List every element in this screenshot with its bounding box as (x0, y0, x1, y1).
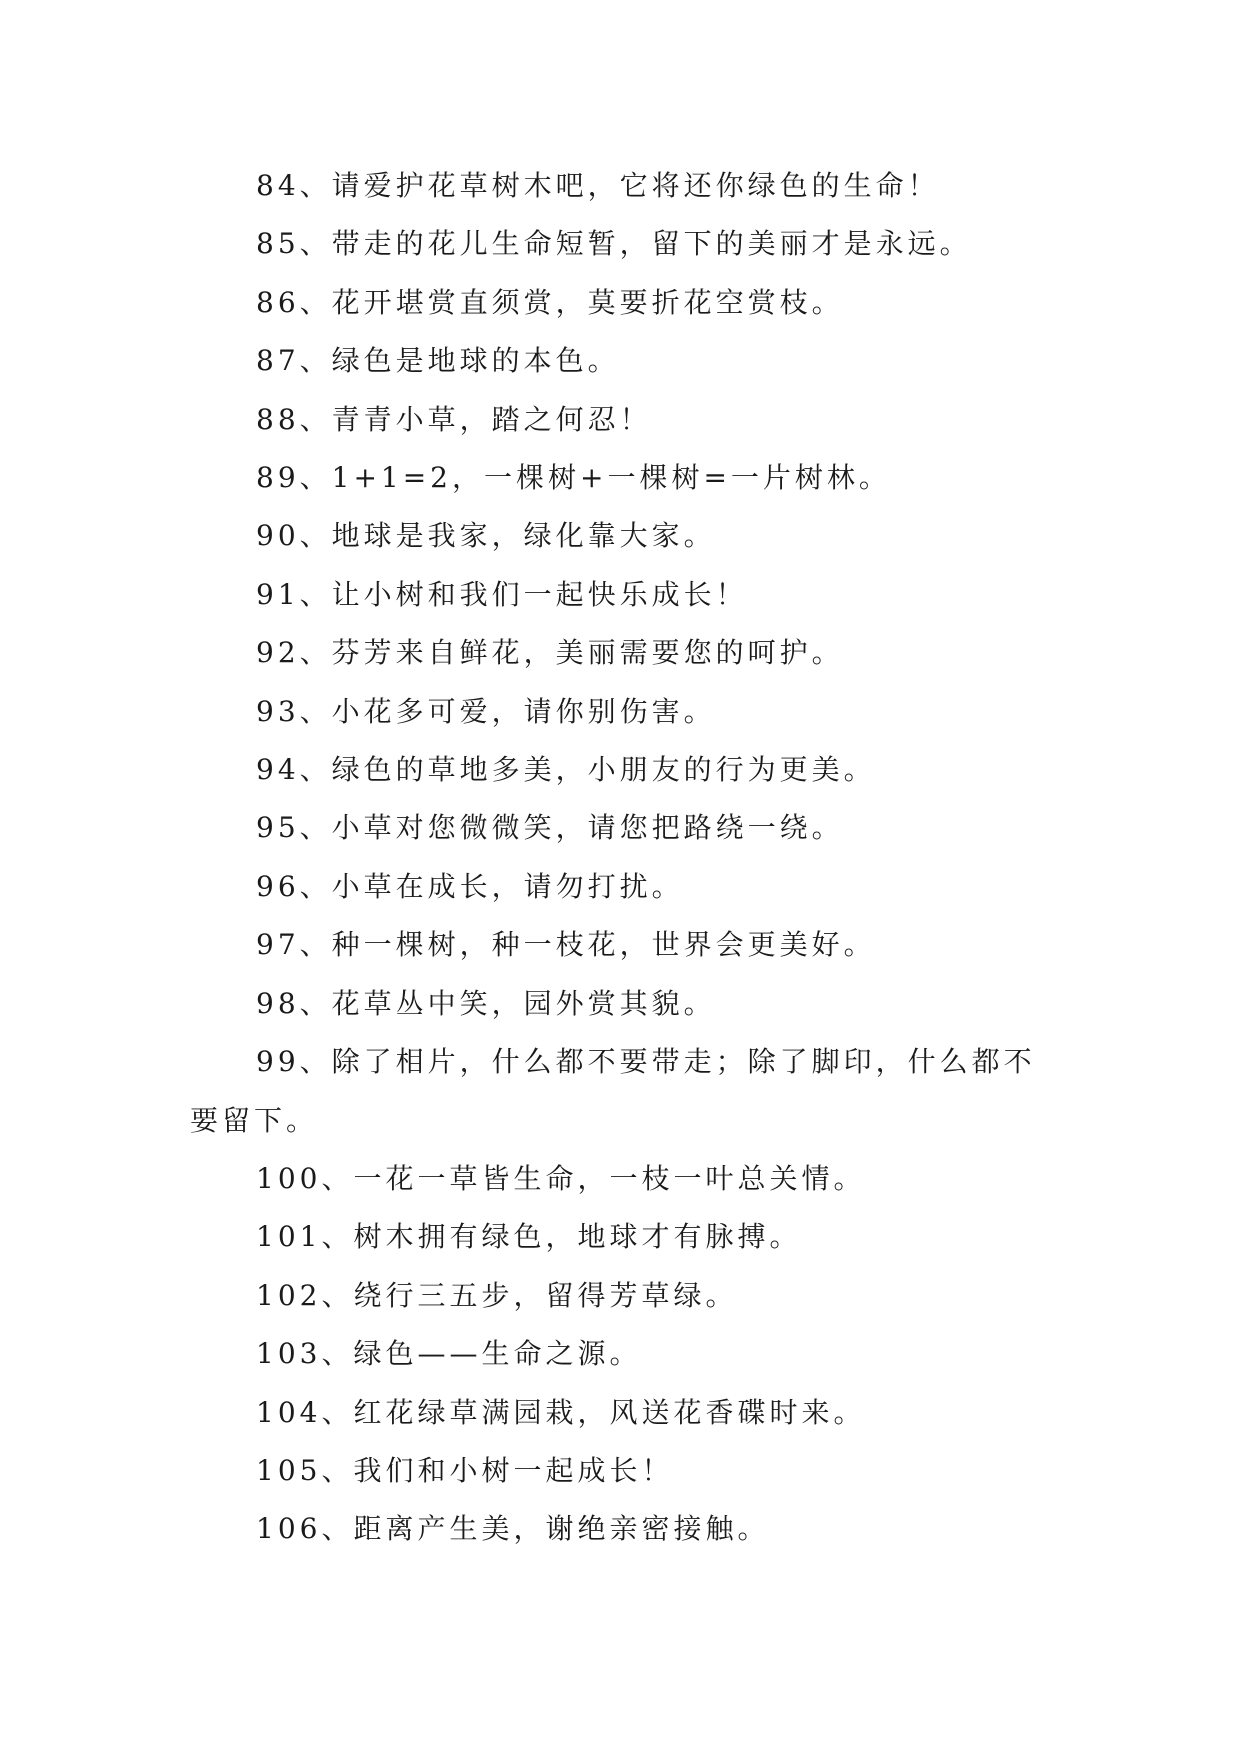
slogan-103: 103、绿色——生命之源。 (256, 1337, 642, 1371)
slogan-91: 91、让小树和我们一起快乐成长！ (256, 577, 748, 611)
slogan-89: 89、1+1=2，一棵树+一棵树=一片树林。 (256, 461, 891, 495)
slogan-86: 86、花开堪赏直须赏，莫要折花空赏枝。 (256, 285, 844, 319)
slogan-94: 94、绿色的草地多美，小朋友的行为更美。 (256, 753, 876, 787)
slogan-95: 95、小草对您微微笑，请您把路绕一绕。 (256, 811, 844, 845)
slogan-105: 105、我们和小树一起成长！ (256, 1453, 674, 1487)
slogan-98: 98、花草丛中笑，园外赏其貌。 (256, 986, 716, 1020)
slogan-88: 88、青青小草，踏之何忍！ (256, 402, 652, 436)
slogan-97: 97、种一棵树，种一枝花，世界会更美好。 (256, 928, 876, 962)
slogan-101: 101、树木拥有绿色，地球才有脉搏。 (256, 1220, 802, 1254)
slogan-106: 106、距离产生美，谢绝亲密接触。 (256, 1512, 770, 1546)
slogan-85: 85、带走的花儿生命短暂，留下的美丽才是永远。 (256, 227, 972, 261)
slogan-list (190, 157, 1060, 1559)
slogan-96: 96、小草在成长，请勿打扰。 (256, 869, 684, 903)
slogan-100: 100、一花一草皆生命，一枝一叶总关情。 (256, 1161, 866, 1195)
slogan-102: 102、绕行三五步，留得芳草绿。 (256, 1278, 738, 1312)
slogan-84: 84、请爱护花草树木吧，它将还你绿色的生命！ (256, 169, 940, 202)
slogan-93: 93、小花多可爱，请你别伤害。 (256, 694, 716, 728)
slogan-92: 92、芬芳来自鲜花，美丽需要您的呵护。 (256, 636, 844, 670)
slogan-99: 99、除了相片，什么都不要带走；除了脚印，什么都不要留下。 (190, 1045, 1036, 1137)
slogan-104: 104、红花绿草满园栽，风送花香碟时来。 (256, 1395, 866, 1429)
slogan-90: 90、地球是我家，绿化靠大家。 (256, 519, 716, 553)
slogan-87: 87、绿色是地球的本色。 (256, 344, 620, 378)
